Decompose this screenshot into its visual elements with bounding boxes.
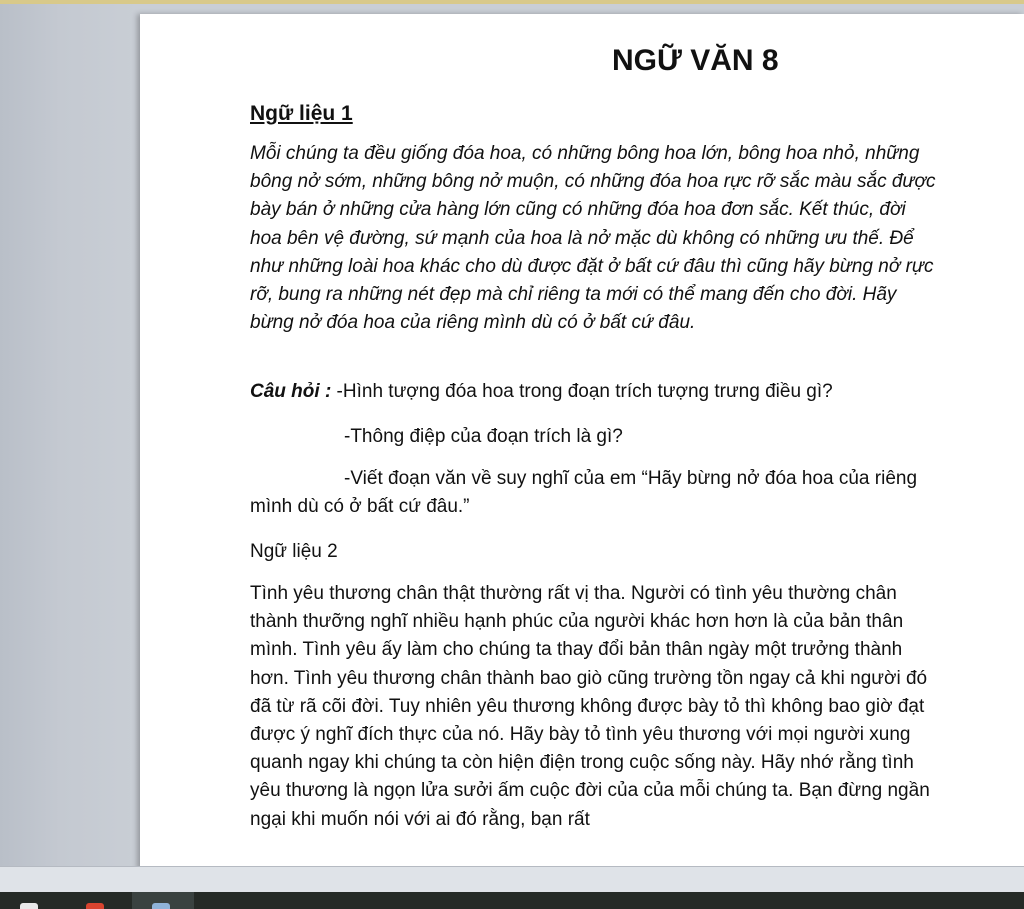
questions-label: Câu hỏi :: [250, 381, 332, 402]
question-1: [250, 378, 833, 406]
taskbar-button-browser[interactable]: [72, 892, 116, 909]
word-document-icon: [152, 903, 170, 909]
section1-paragraph: Mỗi chúng ta đều giống đóa hoa, có những bông hoa lớn, bông hoa nhỏ, những bông nở sớm, những bông nở muộn, có những đóa hoa rực rỡ sắc màu sắc được bày bán ở những cửa hàng lớn cũng có những đóa hoa đơn sắc. Kết thúc, đời hoa bên vệ đường, sứ mạnh của hoa là nở mặc dù không có những ưu thế. Để như những loài hoa khác cho dù được đặt ở bất cứ đâu thì cũng hãy bừng nở rực rỡ, bung ra những nét đẹp mà chỉ riêng ta mới có thể mang đến cho đời. Hãy bừng nở đóa hoa của riêng mình dù có ở bất cứ đâu.: [250, 143, 936, 334]
taskbar: [0, 892, 1024, 909]
status-bar: [0, 866, 1024, 893]
taskbar-button-word[interactable]: [132, 892, 194, 909]
document-page[interactable]: [140, 14, 1024, 870]
question-1-text: -Hình tượng đóa hoa trong đoạn trích tượng trưng điều gì?: [331, 381, 833, 402]
section2-paragraph: Tình yêu thương chân thật thường rất vị tha. Người có tình yêu thường chân thành thưỡng nghĩ nhiều hạnh phúc của người khác hơn hơn là của bản thân mình. Tình yêu ấy làm cho chúng ta thay đổi bản thân ngày một trưởng thành hơn. Tình yêu thương chân thành bao giò cũng trường tồn ngay cả khi người đó đã từ rã cõi đời. Tuy nhiên yêu thương không được bày tỏ thì không bao giờ đạt được ý nghĩ đích thực của nó. Hãy bày tỏ tình yêu thương với mọi người xung quanh ngay khi chúng ta còn hiện điện trong cuộc sống này. Hãy nhớ rằng tình yêu thương là ngọn lửa sưởi ấm cuộc đời của của mỗi chúng ta. Bạn đừng ngần ngại khi muốn nói với ai đó rằng, bạn rất: [250, 583, 930, 830]
document-workspace[interactable]: [0, 4, 1024, 866]
question-3: -Viết đoạn văn về suy nghĩ của em “Hãy bừng nở đóa hoa của riêng mình dù có ở bất cứ đâu.”: [250, 468, 918, 518]
section2-heading: Ngữ liệu 2: [250, 541, 338, 562]
question-2: -Thông điệp của đoạn trích là gì?: [344, 426, 623, 447]
browser-icon: [86, 903, 104, 909]
taskbar-button-explorer[interactable]: [8, 892, 48, 909]
folder-icon: [20, 903, 38, 909]
section1-heading: Ngữ liệu 1: [250, 102, 353, 125]
document-title-text: NGỮ VĂN 8: [612, 44, 779, 77]
